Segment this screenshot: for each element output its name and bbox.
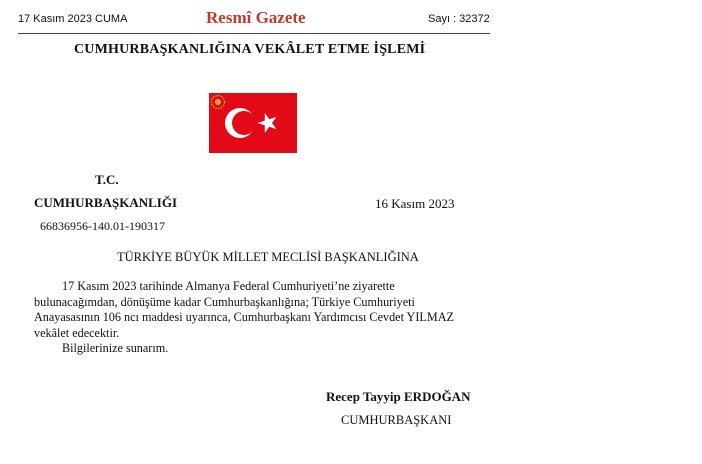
reference-number: 66836956-140.01-190317	[40, 219, 165, 233]
header-divider	[18, 33, 490, 34]
signer-title: CUMHURBAŞKANI	[341, 413, 452, 427]
turkish-flag-icon	[209, 93, 297, 153]
addressee: TÜRKİYE BÜYÜK MİLLET MECLİSİ BAŞKANLIĞINA	[117, 250, 419, 264]
presidency-label: CUMHURBAŞKANLIĞI	[34, 195, 178, 210]
document-date: 16 Kasım 2023	[375, 196, 455, 211]
letter-body	[34, 279, 481, 357]
paragraph-main: 17 Kasım 2023 tarihinde Almanya Federal Cumhuriyeti’ne ziyarette bulunacağımdan, dönüşüme kadar Cumhurbaşkanlığına; Türkiye Cumhuriyeti Anayasasının 106 ncı maddesi uyarınca, Cumhurbaşkanı Yardımcısı Cevdet YILMAZ vekâlet edecektir.	[34, 279, 454, 340]
signer-name: Recep Tayyip ERDOĞAN	[326, 389, 471, 404]
document-heading: CUMHURBAŞKANLIĞINA VEKÂLET ETME İŞLEMİ	[74, 42, 426, 57]
tc-label: T.C.	[95, 172, 119, 187]
gazette-date: 17 Kasım 2023 CUMA	[18, 13, 128, 25]
paragraph-closing: Bilgilerinize sunarım.	[62, 341, 169, 355]
gazette-title: Resmî Gazete	[206, 8, 306, 27]
gazette-issue-number: Sayı : 32372	[428, 13, 490, 25]
